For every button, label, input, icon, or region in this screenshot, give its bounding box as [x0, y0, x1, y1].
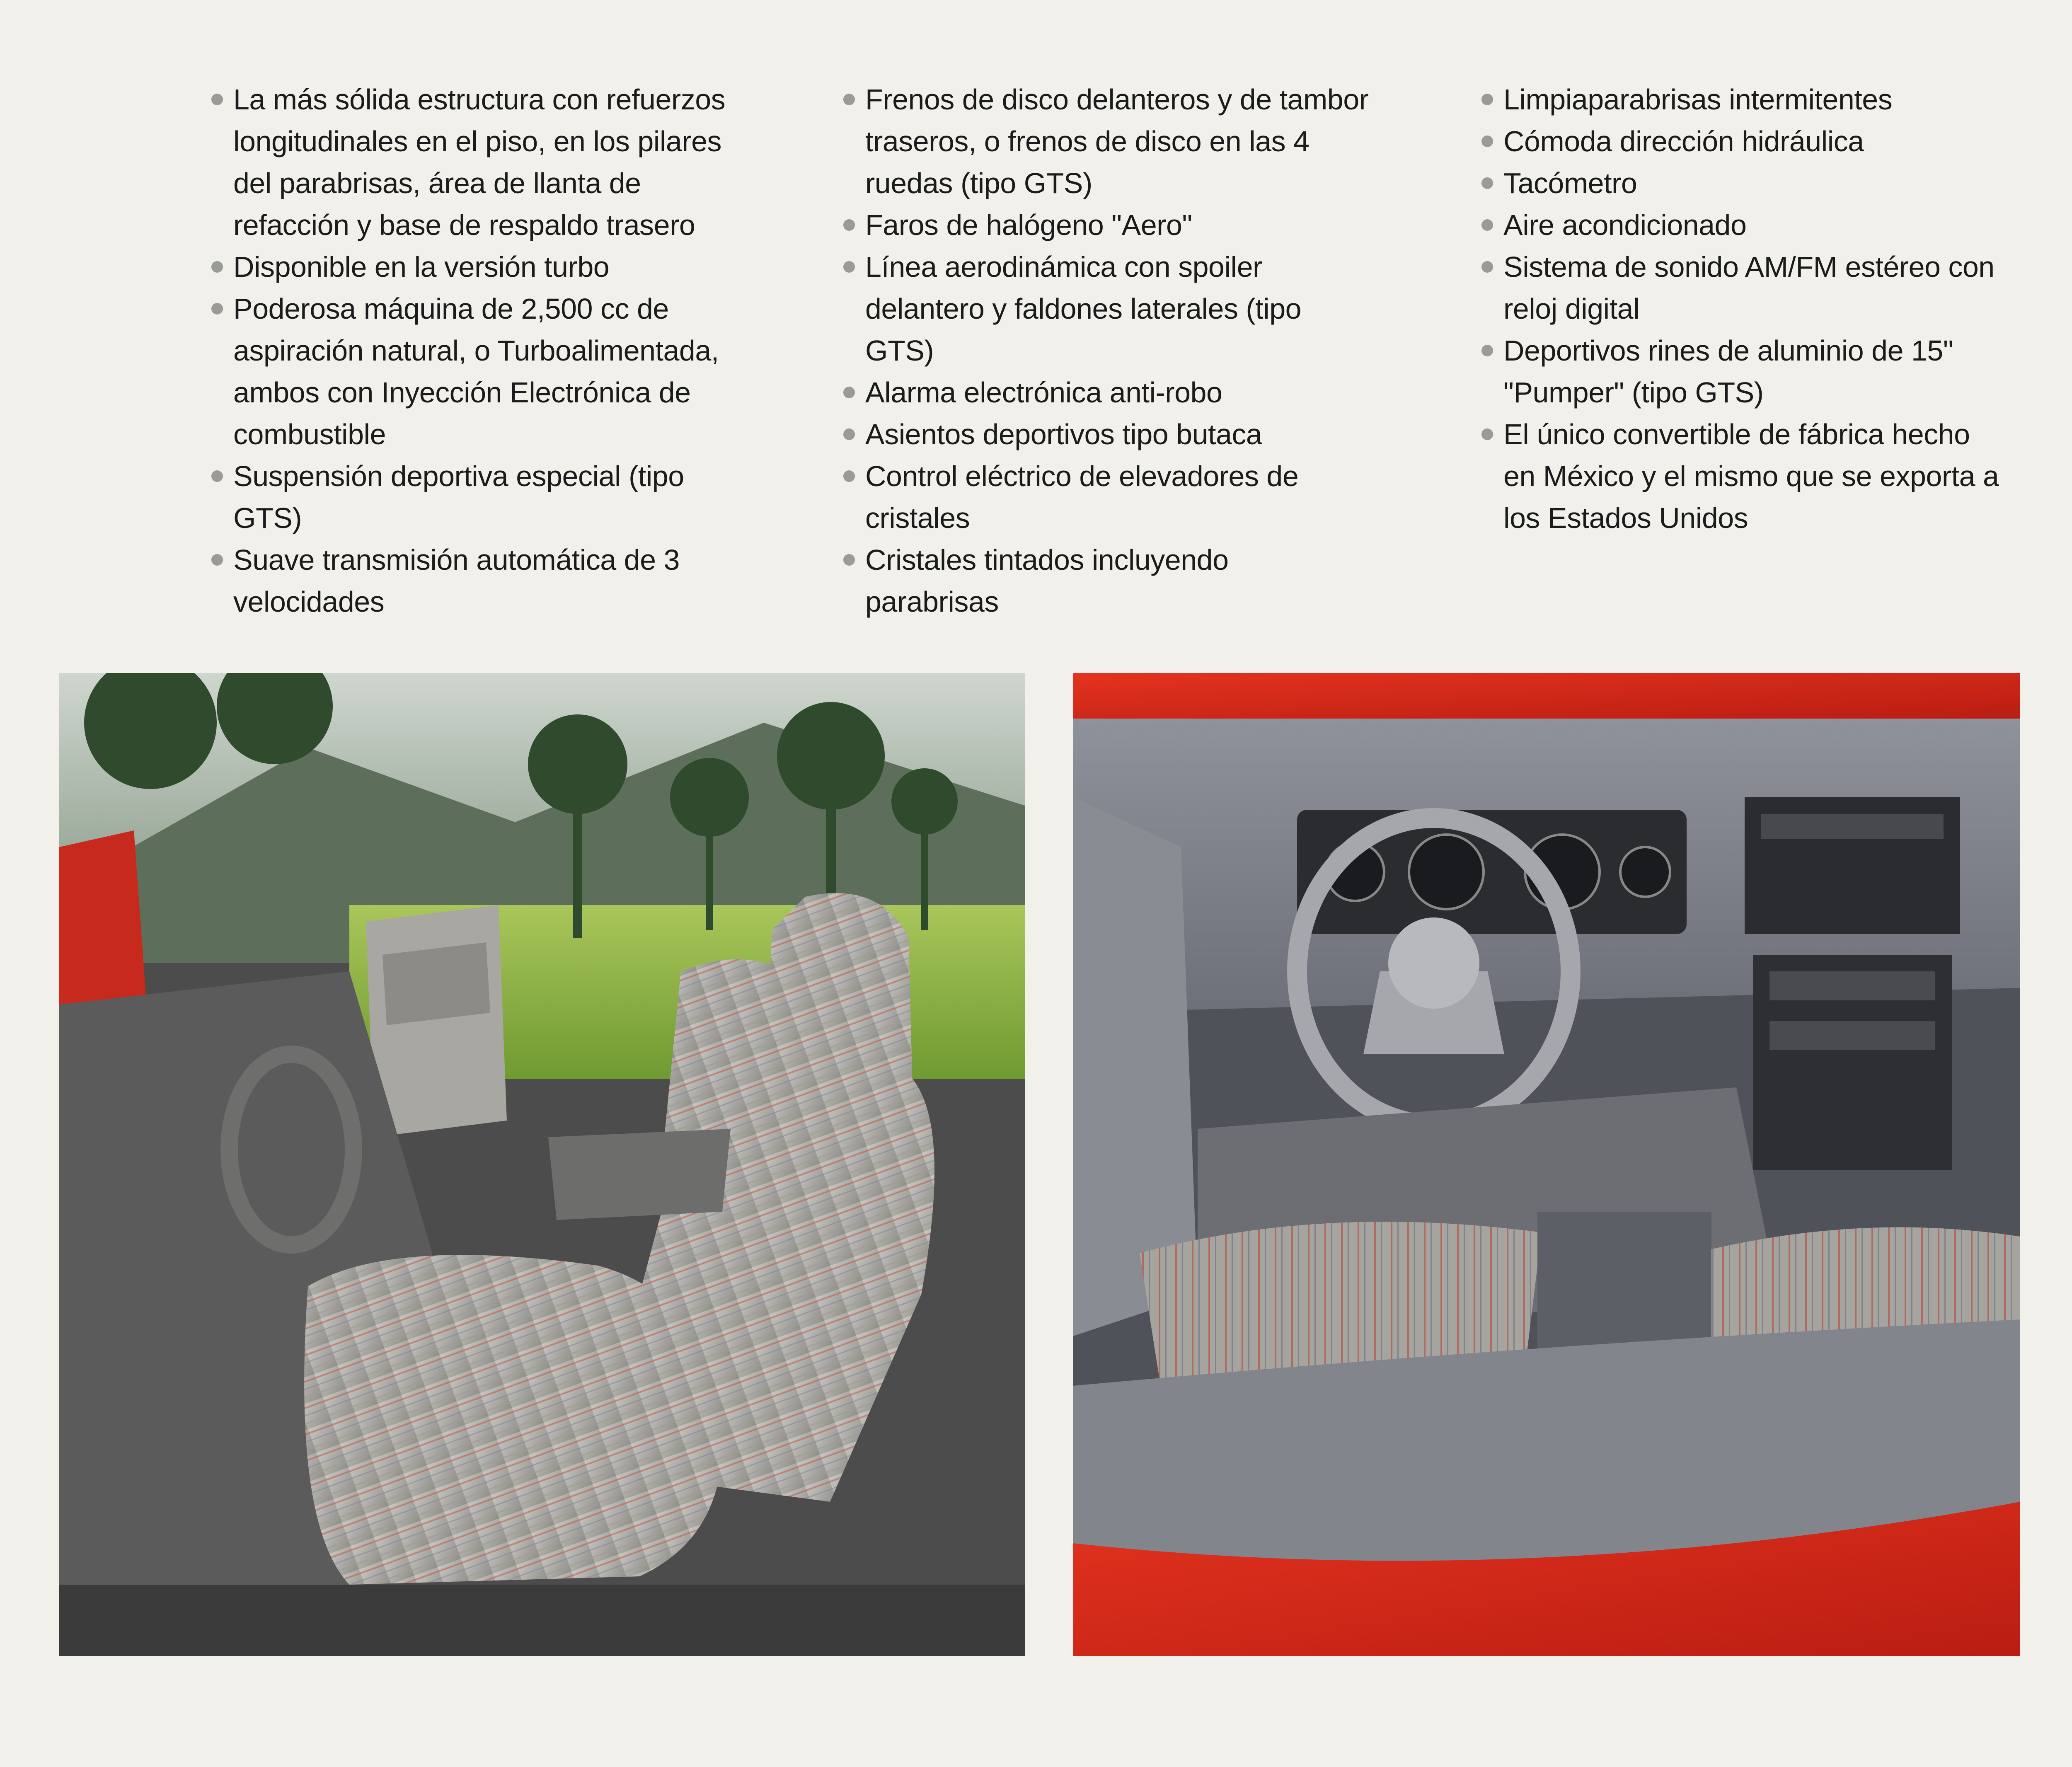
feature-item: Poderosa máquina de 2,500 cc de aspiración natural, o Turboalimentada, ambos con Inyección Electrónica de combustible: [209, 288, 798, 455]
bullet-icon: [1481, 428, 1493, 440]
bullet-icon: [211, 94, 223, 105]
feature-item: Frenos de disco delanteros y de tambor traseros, o frenos de disco en las 4 ruedas (tipo GTS): [841, 79, 1430, 204]
bullet-icon: [1481, 94, 1493, 105]
feature-item: Suave transmisión automática de 3 velocidades: [209, 539, 798, 623]
bullet-icon: [211, 261, 223, 273]
interior-seats-photo: [59, 673, 1025, 1656]
feature-item: Línea aerodinámica con spoiler delantero y faldones laterales (tipo GTS): [841, 246, 1430, 372]
feature-column-3: [1479, 79, 2072, 539]
feature-item: Suspensión deportiva especial (tipo GTS): [209, 455, 798, 539]
dashboard-photo: [1073, 673, 2020, 1656]
bullet-icon: [843, 219, 855, 231]
bullet-icon: [843, 261, 855, 273]
feature-item: La más sólida estructura con refuerzos longitudinales en el piso, en los pilares del parabrisas, área de llanta de refacción y base de respaldo trasero: [209, 79, 798, 246]
feature-item: Faros de halógeno "Aero": [841, 204, 1430, 246]
feature-item: Alarma electrónica anti-robo: [841, 372, 1430, 414]
feature-item: Asientos deportivos tipo butaca: [841, 414, 1430, 455]
bullet-icon: [211, 470, 223, 482]
bullet-icon: [843, 428, 855, 440]
dashboard-illustration: [1073, 673, 2020, 1656]
bullet-icon: [843, 470, 855, 482]
bullet-icon: [1481, 136, 1493, 147]
feature-item: Tacómetro: [1479, 162, 2072, 204]
bullet-icon: [211, 303, 223, 315]
feature-item: Sistema de sonido AM/FM estéreo con reloj digital: [1479, 246, 2072, 330]
feature-item: Deportivos rines de aluminio de 15" "Pumper" (tipo GTS): [1479, 330, 2072, 414]
feature-item: Cómoda dirección hidráulica: [1479, 121, 2072, 162]
feature-column-1: [209, 79, 798, 623]
bullet-icon: [843, 387, 855, 398]
feature-item: Aire acondicionado: [1479, 204, 2072, 246]
bullet-icon: [1481, 177, 1493, 189]
bullet-icon: [1481, 261, 1493, 273]
interior-seats-illustration: [59, 673, 1025, 1656]
feature-item: Limpiaparabrisas intermitentes: [1479, 79, 2072, 121]
feature-item: El único convertible de fábrica hecho en México y el mismo que se exporta a los Estados Unidos: [1479, 414, 2072, 539]
feature-item: Disponible en la versión turbo: [209, 246, 798, 288]
bullet-icon: [843, 554, 855, 566]
bullet-icon: [211, 554, 223, 566]
feature-column-2: [841, 79, 1430, 623]
bullet-icon: [843, 94, 855, 105]
feature-item: Control eléctrico de elevadores de cristales: [841, 455, 1430, 539]
bullet-icon: [1481, 345, 1493, 356]
bullet-icon: [1481, 219, 1493, 231]
feature-item: Cristales tintados incluyendo parabrisas: [841, 539, 1430, 623]
